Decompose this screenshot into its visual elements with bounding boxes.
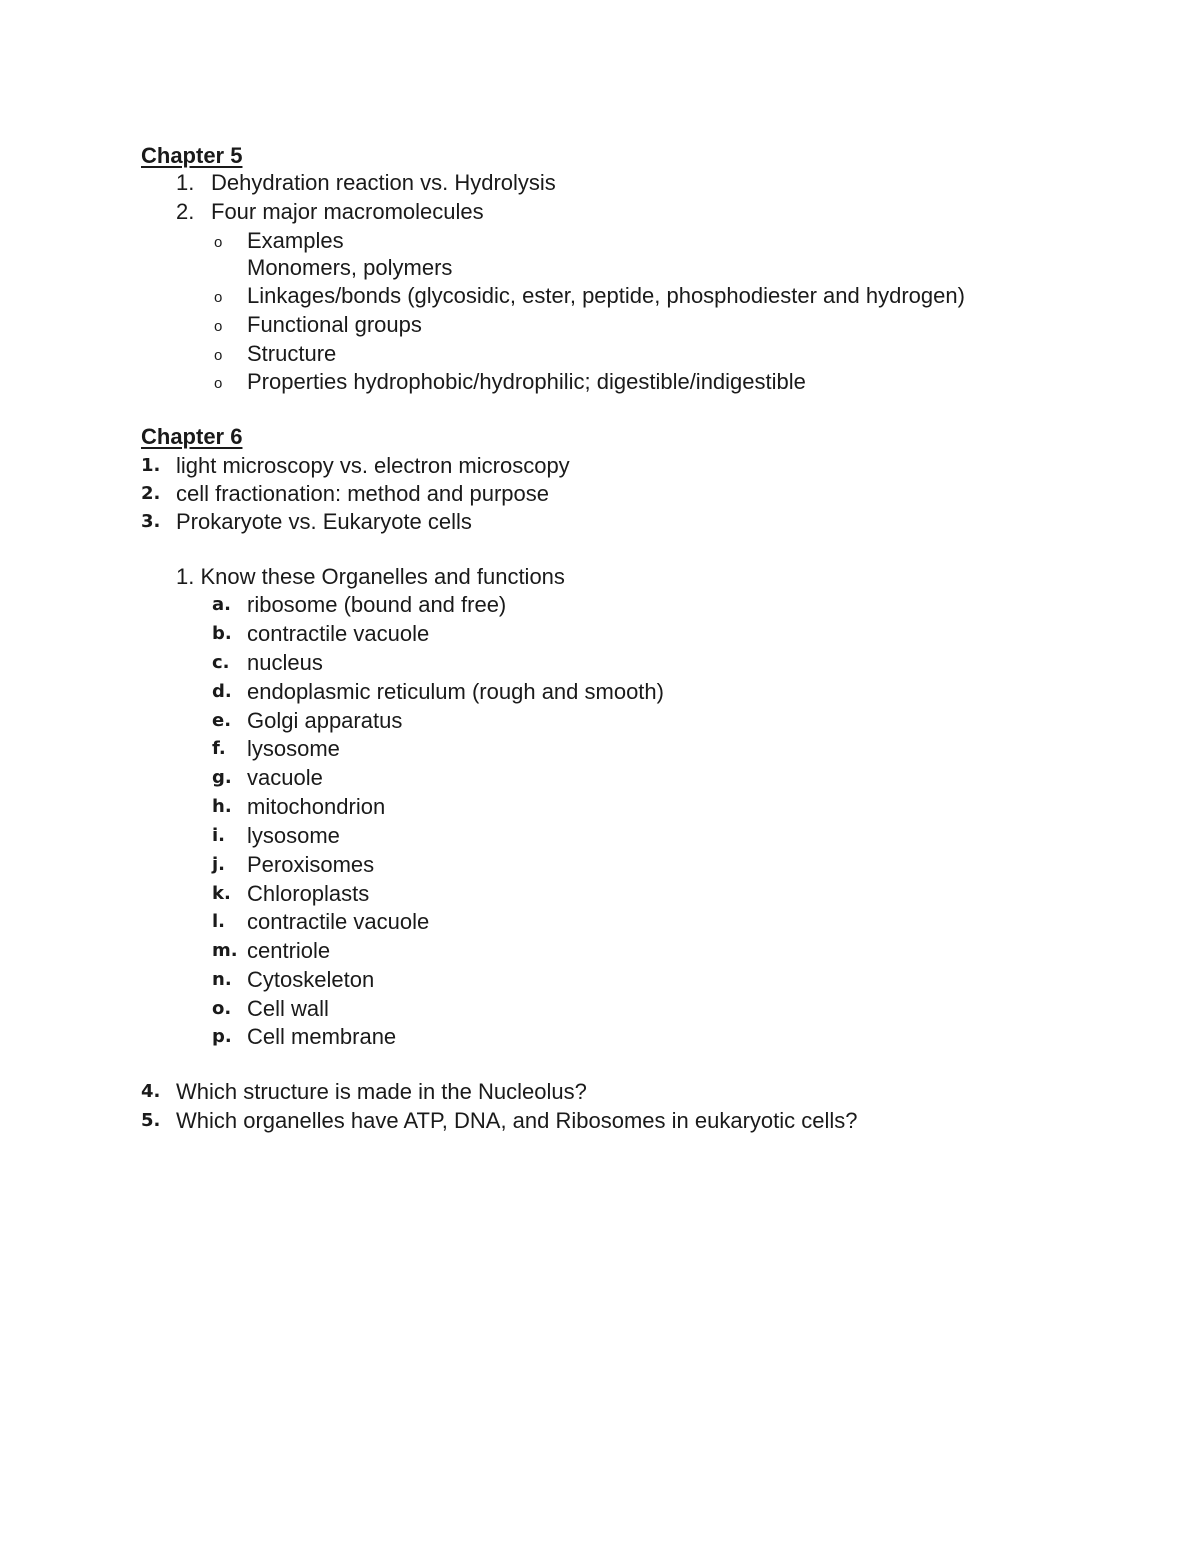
organelle-item: contractile vacuole xyxy=(247,909,430,934)
sub-item-text: Examples xyxy=(247,228,344,253)
organelle-item: lysosome xyxy=(247,823,340,848)
list-number: 1. xyxy=(176,170,195,195)
bullet-circle-icon: o xyxy=(214,289,223,306)
list-number: 2. xyxy=(176,199,195,224)
question-text: Which organelles have ATP, DNA, and Ribosomes in eukaryotic cells? xyxy=(176,1108,858,1133)
chapter-5-heading: Chapter 5 xyxy=(141,143,243,168)
organelle-item: Cell wall xyxy=(247,996,329,1021)
chapter-6-heading: Chapter 6 xyxy=(141,424,243,449)
organelle-item: contractile vacuole xyxy=(247,621,430,646)
list-item-text: Prokaryote vs. Eukaryote cells xyxy=(176,509,472,534)
sub-item-text: Structure xyxy=(247,341,337,366)
organelle-letter: i. xyxy=(212,825,226,846)
organelle-letter: o. xyxy=(212,998,232,1019)
organelle-item: Cell membrane xyxy=(247,1024,397,1049)
organelle-letter: d. xyxy=(212,681,232,702)
organelle-item: vacuole xyxy=(247,765,323,790)
bullet-circle-icon: o xyxy=(214,375,223,392)
sub-item-text: Monomers, polymers xyxy=(247,255,453,280)
organelles-title: 1. Know these Organelles and functions xyxy=(176,564,565,589)
organelle-item: endoplasmic reticulum (rough and smooth) xyxy=(247,679,664,704)
organelle-item: Cytoskeleton xyxy=(247,967,375,992)
sub-item-text: Functional groups xyxy=(247,312,422,337)
list-number: 3. xyxy=(141,511,161,532)
organelle-letter: c. xyxy=(212,652,230,673)
list-item-text: cell fractionation: method and purpose xyxy=(176,481,550,506)
bullet-circle-icon: o xyxy=(214,234,223,251)
question-text: Which structure is made in the Nucleolus? xyxy=(176,1079,587,1104)
list-item-text: Dehydration reaction vs. Hydrolysis xyxy=(211,170,556,195)
organelle-letter: n. xyxy=(212,969,232,990)
organelle-item: ribosome (bound and free) xyxy=(247,592,507,617)
organelle-item: Peroxisomes xyxy=(247,852,375,877)
sub-item-text: Properties hydrophobic/hydrophilic; digestible/indigestible xyxy=(247,369,806,394)
organelle-item: centriole xyxy=(247,938,331,963)
organelle-letter: m. xyxy=(212,940,238,961)
list-item-text: Four major macromolecules xyxy=(211,199,484,224)
organelle-item: Chloroplasts xyxy=(247,881,370,906)
list-number: 5. xyxy=(141,1110,161,1131)
organelle-letter: p. xyxy=(212,1026,232,1047)
organelle-letter: g. xyxy=(212,767,232,788)
organelle-letter: h. xyxy=(212,796,232,817)
list-number: 4. xyxy=(141,1081,161,1102)
organelle-item: nucleus xyxy=(247,650,323,675)
bullet-circle-icon: o xyxy=(214,318,223,335)
organelle-letter: l. xyxy=(212,911,226,932)
organelle-letter: j. xyxy=(212,854,226,875)
list-number: 1. xyxy=(141,455,161,476)
list-item-text: light microscopy vs. electron microscopy xyxy=(176,453,570,478)
organelle-letter: b. xyxy=(212,623,232,644)
organelle-item: mitochondrion xyxy=(247,794,386,819)
organelle-letter: k. xyxy=(212,883,231,904)
organelle-item: Golgi apparatus xyxy=(247,708,403,733)
bullet-circle-icon: o xyxy=(214,347,223,364)
organelle-letter: e. xyxy=(212,710,232,731)
organelle-letter: f. xyxy=(212,738,226,759)
list-number: 2. xyxy=(141,483,161,504)
sub-item-text: Linkages/bonds (glycosidic, ester, peptide, phosphodiester and hydrogen) xyxy=(247,283,965,308)
organelle-letter: a. xyxy=(212,594,231,615)
organelle-item: lysosome xyxy=(247,736,340,761)
